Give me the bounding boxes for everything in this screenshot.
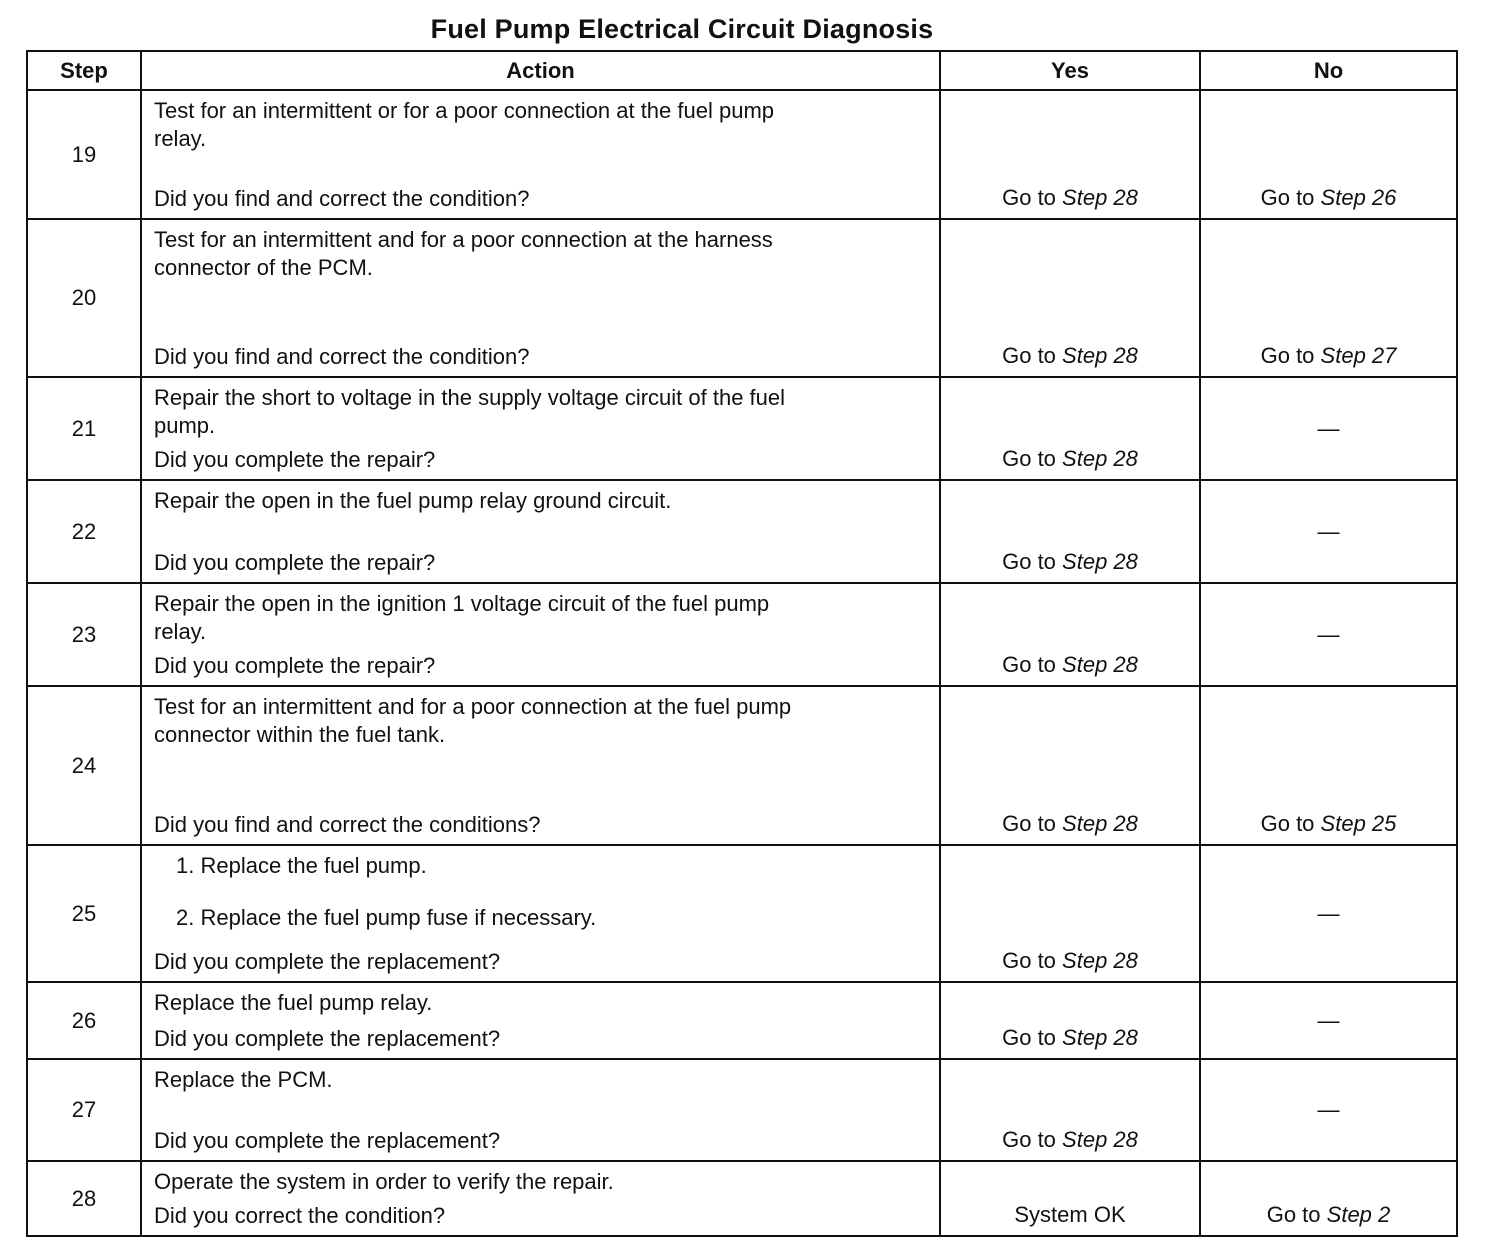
no-cell: [1200, 480, 1457, 583]
action-cell: [141, 219, 940, 377]
no-step-ref: Step 27: [1320, 343, 1397, 368]
table-row: [27, 90, 1457, 219]
action-text: Repair the short to voltage in the supply voltage circuit of the fuel: [154, 385, 786, 410]
action-question: Did you complete the replacement?: [154, 1128, 501, 1153]
action-cell: [141, 377, 940, 480]
table-row: [27, 377, 1457, 480]
action-list: [154, 852, 927, 932]
no-cell: [1200, 1059, 1457, 1161]
no-cell: [1200, 219, 1457, 377]
action-cell: [141, 1059, 940, 1161]
list-item: 2. Replace the fuel pump fuse if necessary.: [176, 905, 597, 930]
yes-step-ref: Step 28: [1062, 446, 1138, 471]
action-cell: [141, 845, 940, 982]
header-row: [27, 51, 1457, 90]
action-question: Did you correct the condition?: [154, 1203, 446, 1228]
yes-cell: [940, 845, 1200, 982]
yes-goto-label: Go to: [1002, 811, 1056, 836]
no-goto-label: Go to: [1260, 343, 1315, 368]
header-step: Step: [27, 51, 141, 90]
yes-cell: [940, 1161, 1200, 1236]
no-dash: —: [1317, 1097, 1340, 1122]
step-number: 22: [27, 480, 141, 583]
action-text: Test for an intermittent and for a poor connection at the harness: [154, 227, 773, 252]
action-text: connector of the PCM.: [154, 255, 373, 280]
yes-step-ref: Step 28: [1062, 343, 1138, 368]
yes-goto-label: Go to: [1002, 549, 1056, 574]
no-step-ref: Step 2: [1326, 1202, 1391, 1227]
yes-result: System OK: [1014, 1202, 1126, 1227]
action-question: Did you find and correct the conditions?: [154, 812, 541, 837]
header-no: No: [1200, 51, 1457, 90]
table-row: [27, 219, 1457, 377]
no-cell: [1200, 686, 1457, 845]
yes-goto-label: Go to: [1002, 446, 1056, 471]
no-dash: —: [1317, 415, 1340, 441]
action-text: Test for an intermittent or for a poor connection at the fuel pump: [154, 98, 775, 123]
no-goto-label: Go to: [1260, 185, 1315, 210]
step-number: 26: [27, 982, 141, 1059]
action-cell: [141, 686, 940, 845]
no-goto-label: Go to: [1266, 1202, 1321, 1227]
no-step-ref: Step 25: [1320, 811, 1397, 836]
header-yes: Yes: [940, 51, 1200, 90]
action-text: Test for an intermittent and for a poor connection at the fuel pump: [154, 694, 792, 719]
step-number: 20: [27, 219, 141, 377]
action-cell: [141, 583, 940, 686]
action-cell: [141, 1161, 940, 1236]
table-row: [27, 845, 1457, 982]
no-step-ref: Step 26: [1320, 185, 1397, 210]
table-row: [27, 480, 1457, 583]
yes-goto-label: Go to: [1002, 1127, 1056, 1152]
action-question: Did you complete the repair?: [154, 550, 436, 575]
step-number: 21: [27, 377, 141, 480]
table-row: [27, 583, 1457, 686]
action-question: Did you complete the repair?: [154, 447, 436, 472]
yes-step-ref: Step 28: [1062, 549, 1138, 574]
yes-step-ref: Step 28: [1062, 185, 1138, 210]
yes-cell: [940, 982, 1200, 1059]
no-dash: —: [1317, 900, 1340, 926]
action-text: relay.: [154, 126, 207, 151]
action-text: Replace the PCM.: [154, 1067, 333, 1092]
table-row: [27, 1161, 1457, 1236]
yes-step-ref: Step 28: [1062, 1025, 1138, 1050]
action-text: Replace the fuel pump relay.: [154, 990, 433, 1015]
action-text: Repair the open in the ignition 1 voltage circuit of the fuel pump: [154, 591, 770, 616]
step-number: 27: [27, 1059, 141, 1161]
yes-goto-label: Go to: [1002, 948, 1056, 973]
action-question: Did you find and correct the condition?: [154, 344, 530, 369]
no-cell: [1200, 377, 1457, 480]
step-number: 28: [27, 1161, 141, 1236]
action-text: pump.: [154, 413, 216, 438]
no-cell: [1200, 583, 1457, 686]
step-number: 23: [27, 583, 141, 686]
action-question: Did you complete the replacement?: [154, 1026, 501, 1051]
table-row: [27, 982, 1457, 1059]
action-text: connector within the fuel tank.: [154, 722, 446, 747]
yes-cell: [940, 1059, 1200, 1161]
step-number: 25: [27, 845, 141, 982]
yes-step-ref: Step 28: [1062, 811, 1138, 836]
action-cell: [141, 982, 940, 1059]
yes-goto-label: Go to: [1002, 185, 1056, 210]
action-cell: [141, 480, 940, 583]
no-cell: [1200, 982, 1457, 1059]
yes-cell: [940, 377, 1200, 480]
no-cell: [1200, 90, 1457, 219]
page-title: Fuel Pump Electrical Circuit Diagnosis: [430, 14, 934, 44]
step-number: 24: [27, 686, 141, 845]
yes-step-ref: Step 28: [1062, 1127, 1138, 1152]
table-row: [27, 1059, 1457, 1161]
action-question: Did you find and correct the condition?: [154, 186, 530, 211]
step-number: 19: [27, 90, 141, 219]
action-text: Operate the system in order to verify the repair.: [154, 1169, 614, 1194]
action-question: Did you complete the repair?: [154, 653, 436, 678]
no-dash: —: [1317, 518, 1340, 544]
yes-cell: [940, 583, 1200, 686]
no-cell: [1200, 1161, 1457, 1236]
list-item: 1. Replace the fuel pump.: [176, 853, 427, 878]
no-dash: —: [1317, 1007, 1340, 1033]
no-cell: [1200, 845, 1457, 982]
yes-cell: [940, 219, 1200, 377]
yes-cell: [940, 90, 1200, 219]
yes-step-ref: Step 28: [1062, 948, 1138, 973]
yes-cell: [940, 480, 1200, 583]
header-action: Action: [141, 51, 940, 90]
yes-cell: [940, 686, 1200, 845]
table-row: [27, 686, 1457, 845]
action-text: Repair the open in the fuel pump relay ground circuit.: [154, 488, 672, 513]
action-question: Did you complete the replacement?: [154, 949, 501, 974]
no-goto-label: Go to: [1260, 811, 1315, 836]
action-text: relay.: [154, 619, 207, 644]
yes-step-ref: Step 28: [1062, 652, 1138, 677]
yes-goto-label: Go to: [1002, 652, 1056, 677]
yes-goto-label: Go to: [1002, 343, 1056, 368]
diagnosis-table: [26, 50, 1458, 1237]
no-dash: —: [1317, 621, 1340, 647]
action-cell: [141, 90, 940, 219]
yes-goto-label: Go to: [1002, 1025, 1056, 1050]
